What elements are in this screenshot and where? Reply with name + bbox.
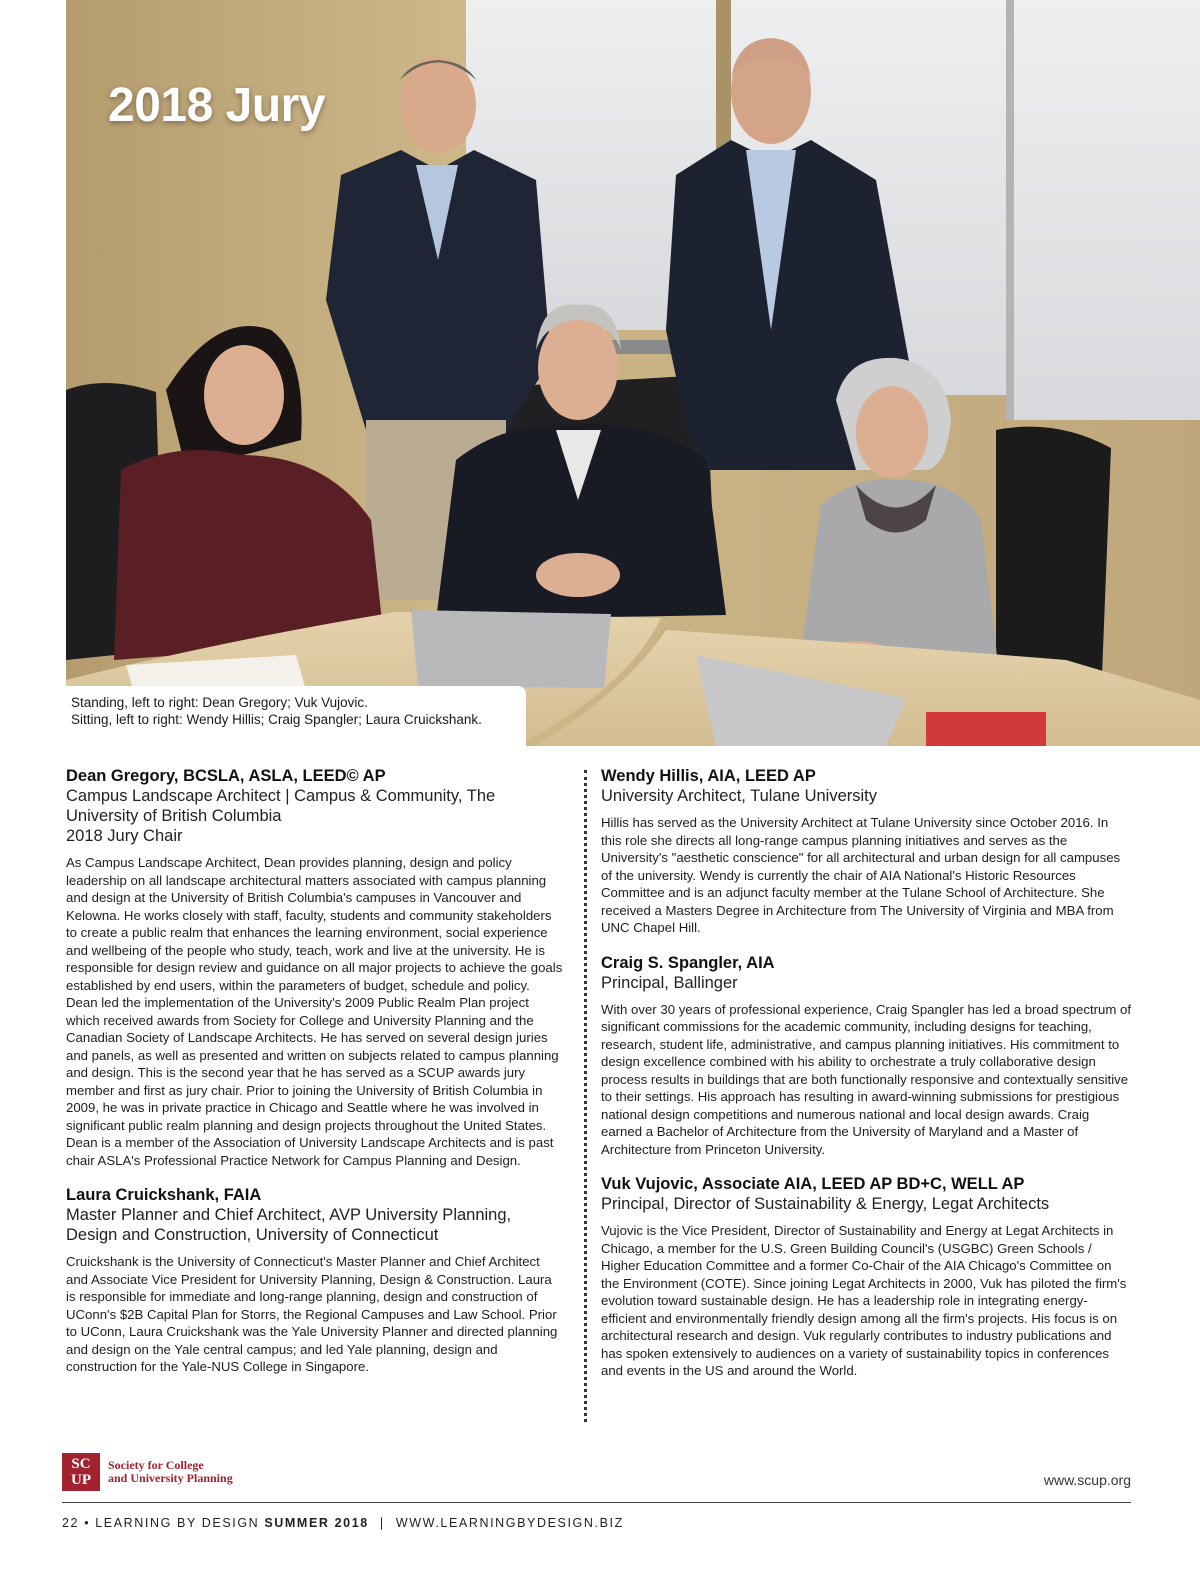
bio-role-line: University Architect, Tulane University — [601, 787, 878, 805]
page-folio — [62, 1516, 624, 1530]
photo-title: 2018 Jury — [108, 79, 326, 132]
logo-mark-bottom: UP — [71, 1472, 91, 1488]
scup-logo-text — [108, 1459, 233, 1485]
bio-text: With over 30 years of professional experience, Craig Spangler has led a broad spectrum of significant commissions for the academic community, including designs for teaching, research, student life, administrative, and campus planning initiatives. His commitment to design excellence combined with his ability to orchestrate a truly collaborative design process results in buildings that are both functionally responsive and contextually sensitive to their settings. His approach has resulting in award-winning submissions for prestigious national design competitions and numerous national and local design awards. Craig earned a Bachelor of Architecture from the University of Maryland and a Master of Architecture from Princeton University. — [601, 1001, 1131, 1157]
bio-vuk-vujovic — [601, 1174, 1131, 1380]
bio-name: Vuk Vujovic, Associate AIA, LEED AP BD+C, WELL AP — [601, 1175, 1025, 1193]
right-column — [601, 766, 1131, 1396]
scup-url-link[interactable]: www.scup.org — [1043, 1472, 1131, 1488]
bio-name: Craig S. Spangler, AIA — [601, 953, 775, 972]
caption-sitting: Sitting, left to right: Wendy Hillis; Craig Spangler; Laura Cruickshank. — [71, 712, 482, 727]
page-number: 22 — [62, 1516, 80, 1530]
bio-role-line: 2018 Jury Chair — [66, 827, 183, 845]
bio-text: As Campus Landscape Architect, Dean provides planning, design and policy leadership on all landscape architectural matters associated with campus planning and design at the University of British Columbia's campuses in Vancouver and Kelowna. He works closely with staff, faculty, students and community stakeholders to create a public realm that enhances the learning environment, social experience and wellbeing of the people who study, teach, work and live at the university. He is responsible for design review and guidance on all major projects to achieve the goals established by end users, within the parameters of budget, schedule and policy. Dean led the implementation of the University's 2009 Public Realm Plan project which received awards from Society for College and University Planning and the Canadian Society of Landscape Architects. He has served on several design juries and panels, as well as presented and written on subjects related to campus planning and design. This is the second year that he has served as a SCUP awards jury member and first as jury chair. Prior to joining the University of British Columbia in 2009, he was in private practice in Chicago and Seattle where he was involved in significant public realm planning and design projects throughout the United States. Dean is a member of the Association of University Landscape Architects and is past chair ASLA's Professional Practice Network for Campus Planning and Design. — [66, 855, 563, 1168]
bio-role-line: Design and Construction, University of Connecticut — [66, 1226, 439, 1244]
footer-rule — [62, 1502, 1131, 1503]
logo-line-2: and University Planning — [108, 1471, 233, 1485]
bio-role-line: University of British Columbia — [66, 807, 282, 825]
magazine-name: LEARNING BY DESIGN — [95, 1516, 260, 1530]
scup-logo-mark — [62, 1453, 100, 1491]
scup-logo — [62, 1453, 233, 1491]
column-divider — [584, 770, 587, 1422]
folio-separator: | — [379, 1516, 385, 1530]
bio-text: Vujovic is the Vice President, Director of Sustainability and Energy at Legat Architects in Chicago, a member for the U.S. Green Building Council's (USGBC) Green Schools / Higher Education Committee and a former Co-Chair of the AIA Chicago's Committee on the Environment (COTE). Since joining Legat Architects in 2000, Vuk has piloted the firm's evolution toward sustainable design. He has a leadership role in integrating energy-efficient and environmentally friendly design among all the firm's projects. His focus is on architectural research and design. Vuk regularly contributes to industry publications and has spoken extensively to audiences on a variety of sustainability topics in conferences and events in the US and around the World. — [601, 1223, 1127, 1378]
photo-caption — [66, 686, 526, 746]
bio-dean-gregory — [66, 766, 566, 1169]
bio-text: Hillis has served as the University Architect at Tulane University since October 2016. In this role she directs all long-range campus planning initiatives and serves as the University's "aesthetic conscience" for all architectural and urban design for all campuses of the university. Wendy is currently the chair of AIA National's Historic Resources Committee and is an adjunct faculty member at the Tulane School of Architecture. She received a Masters Degree in Architecture from The University of Virginia and MBA from UNC Chapel Hill. — [601, 815, 1121, 935]
bio-craig-spangler — [601, 953, 1131, 1159]
caption-standing: Standing, left to right: Dean Gregory; Vuk Vujovic. — [71, 695, 368, 710]
logo-line-1: Society for College — [108, 1458, 204, 1472]
bio-laura-cruickshank — [66, 1185, 566, 1376]
bio-wendy-hillis — [601, 766, 1131, 937]
bio-name: Dean Gregory, BCSLA, ASLA, LEED© AP — [66, 767, 386, 785]
bio-role-line: Campus Landscape Architect | Campus & Community, The — [66, 787, 496, 805]
folio-bullet: • — [84, 1516, 91, 1530]
bio-text: Cruickshank is the University of Connecticut's Master Planner and Chief Architect and Associate Vice President for University Planning, Design & Construction. Laura is responsible for immediate and long-range planning, design and construction of UConn's $2B Capital Plan for Storrs, the Regional Campuses and Law School. Prior to UConn, Laura Cruickshank was the Yale University Planner and directed planning and design on the Yale central campus; and led Yale planning, design and construction for the Yale-NUS College in Singapore. — [66, 1254, 558, 1374]
bio-role-line: Master Planner and Chief Architect, AVP University Planning, — [66, 1206, 512, 1224]
logo-mark-top: SC — [71, 1456, 91, 1472]
bio-name: Laura Cruickshank, FAIA — [66, 1186, 262, 1204]
issue-label: SUMMER 2018 — [264, 1516, 369, 1530]
bio-role-line: Principal, Ballinger — [601, 973, 738, 992]
bio-role-line: Principal, Director of Sustainability & Energy, Legat Architects — [601, 1195, 1050, 1213]
jury-photo — [66, 0, 1200, 746]
bio-name: Wendy Hillis, AIA, LEED AP — [601, 767, 816, 785]
magazine-url-link[interactable]: WWW.LEARNINGBYDESIGN.BIZ — [395, 1516, 624, 1530]
left-column — [66, 766, 566, 1392]
